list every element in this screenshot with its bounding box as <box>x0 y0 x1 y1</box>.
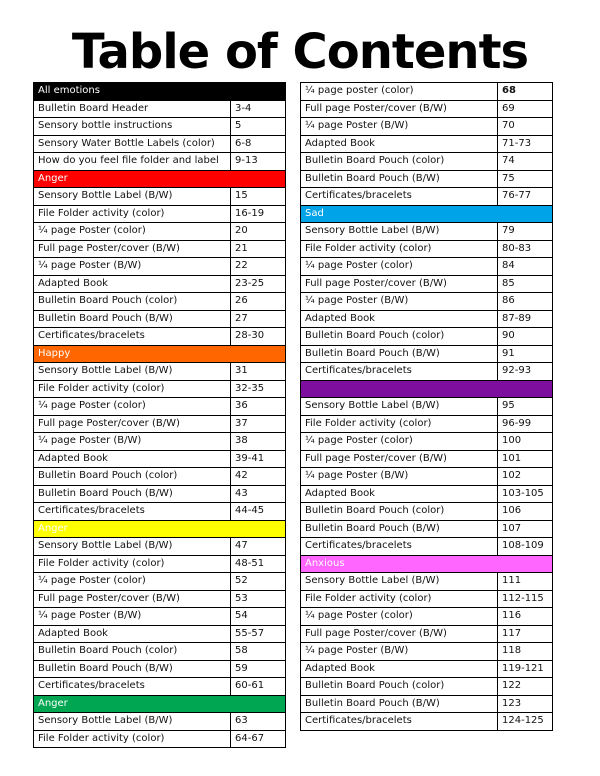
toc-entry-label: Full page Poster/cover (B/W) <box>34 240 231 258</box>
toc-row <box>301 275 553 293</box>
toc-entry-page: 84 <box>498 258 553 276</box>
toc-row <box>34 135 286 153</box>
toc-entry-page: 44-45 <box>231 503 286 521</box>
toc-entry-label: ¼ page Poster (color) <box>301 433 498 451</box>
toc-row <box>301 118 553 136</box>
toc-entry-label: Certificates/bracelets <box>34 678 231 696</box>
toc-row <box>301 625 553 643</box>
toc-entry-page: 20 <box>231 223 286 241</box>
toc-row <box>301 520 553 538</box>
toc-entry-label: Certificates/bracelets <box>301 538 498 556</box>
section-label: Happy <box>301 380 553 398</box>
toc-row <box>301 468 553 486</box>
page-title: Table of Contents <box>71 24 529 80</box>
toc-row <box>34 590 286 608</box>
toc-entry-page: 16-19 <box>231 205 286 223</box>
toc-row <box>301 590 553 608</box>
toc-entry-page: 91 <box>498 345 553 363</box>
toc-entry-page: 107 <box>498 520 553 538</box>
toc-entry-label: File Folder activity (color) <box>301 240 498 258</box>
toc-entry-page: 111 <box>498 573 553 591</box>
toc-row <box>34 293 286 311</box>
toc-entry-page: 112-115 <box>498 590 553 608</box>
toc-entry-page: 26 <box>231 293 286 311</box>
section-label: Sad <box>301 205 553 223</box>
toc-entry-label: ¼ page Poster (color) <box>34 573 231 591</box>
toc-row <box>34 730 286 748</box>
toc-entry-page: 116 <box>498 608 553 626</box>
toc-entry-page: 74 <box>498 153 553 171</box>
section-label: Happy <box>34 345 286 363</box>
toc-entry-page: 21 <box>231 240 286 258</box>
toc-entry-page: 32-35 <box>231 380 286 398</box>
toc-entry-page: 9-13 <box>231 153 286 171</box>
toc-row <box>34 468 286 486</box>
toc-table-left <box>33 82 286 748</box>
toc-row <box>301 485 553 503</box>
toc-entry-label: Full page Poster/cover (B/W) <box>301 100 498 118</box>
toc-entry-label: ¼ page poster (color) <box>301 83 498 101</box>
toc-row <box>301 538 553 556</box>
toc-row <box>301 433 553 451</box>
toc-row <box>301 713 553 731</box>
toc-row <box>34 188 286 206</box>
toc-entry-label: Bulletin Board Pouch (B/W) <box>34 660 231 678</box>
toc-entry-label: Bulletin Board Pouch (color) <box>301 328 498 346</box>
toc-row <box>34 275 286 293</box>
toc-entry-label: Certificates/bracelets <box>301 188 498 206</box>
toc-entry-page: 90 <box>498 328 553 346</box>
toc-entry-label: Bulletin Board Pouch (color) <box>301 678 498 696</box>
toc-row <box>34 415 286 433</box>
toc-entry-page: 23-25 <box>231 275 286 293</box>
toc-entry-page: 6-8 <box>231 135 286 153</box>
toc-entry-label: Sensory Bottle Label (B/W) <box>301 223 498 241</box>
toc-entry-page: 96-99 <box>498 415 553 433</box>
toc-entry-page: 70 <box>498 118 553 136</box>
toc-entry-label: Adapted Book <box>301 485 498 503</box>
toc-entry-label: Bulletin Board Pouch (B/W) <box>301 345 498 363</box>
toc-entry-label: ¼ page Poster (color) <box>34 398 231 416</box>
toc-entry-label: ¼ page Poster (B/W) <box>301 468 498 486</box>
toc-entry-label: Certificates/bracelets <box>34 503 231 521</box>
toc-row <box>34 555 286 573</box>
toc-entry-label: Sensory Bottle Label (B/W) <box>34 538 231 556</box>
toc-entry-page: 52 <box>231 573 286 591</box>
toc-row <box>301 153 553 171</box>
toc-entry-label: Bulletin Board Header <box>34 100 231 118</box>
toc-entry-label: Sensory Bottle Label (B/W) <box>34 713 231 731</box>
toc-row <box>301 643 553 661</box>
toc-entry-label: Adapted Book <box>34 625 231 643</box>
toc-entry-page: 102 <box>498 468 553 486</box>
toc-entry-page: 87-89 <box>498 310 553 328</box>
toc-entry-page: 28-30 <box>231 328 286 346</box>
toc-entry-page: 37 <box>231 415 286 433</box>
section-label: Anger <box>34 695 286 713</box>
toc-entry-page: 80-83 <box>498 240 553 258</box>
toc-row <box>34 660 286 678</box>
toc-row <box>34 538 286 556</box>
toc-row <box>301 450 553 468</box>
toc-entry-page: 79 <box>498 223 553 241</box>
toc-entry-page: 36 <box>231 398 286 416</box>
toc-entry-page: 15 <box>231 188 286 206</box>
toc-entry-page: 38 <box>231 433 286 451</box>
toc-entry-page: 3-4 <box>231 100 286 118</box>
toc-entry-label: Bulletin Board Pouch (B/W) <box>34 485 231 503</box>
toc-entry-label: Sensory bottle instructions <box>34 118 231 136</box>
section-header <box>301 205 553 223</box>
toc-entry-page: 103-105 <box>498 485 553 503</box>
toc-row <box>34 625 286 643</box>
toc-entry-label: How do you feel file folder and label <box>34 153 231 171</box>
toc-entry-page: 86 <box>498 293 553 311</box>
toc-entry-label: Adapted Book <box>301 660 498 678</box>
section-header <box>34 345 286 363</box>
toc-entry-label: Bulletin Board Pouch (B/W) <box>301 695 498 713</box>
toc-entry-label: Certificates/bracelets <box>301 713 498 731</box>
toc-entry-page: 39-41 <box>231 450 286 468</box>
toc-row <box>301 328 553 346</box>
toc-row <box>34 450 286 468</box>
toc-entry-page: 48-51 <box>231 555 286 573</box>
toc-row <box>34 380 286 398</box>
toc-row <box>34 573 286 591</box>
toc-row <box>34 398 286 416</box>
section-label: Anxious <box>301 555 553 573</box>
toc-entry-page: 123 <box>498 695 553 713</box>
toc-entry-label: Adapted Book <box>34 275 231 293</box>
toc-entry-label: ¼ page Poster (B/W) <box>34 258 231 276</box>
toc-row <box>34 223 286 241</box>
toc-entry-page: 55-57 <box>231 625 286 643</box>
toc-entry-label: Bulletin Board Pouch (B/W) <box>34 310 231 328</box>
toc-entry-label: Full page Poster/cover (B/W) <box>301 625 498 643</box>
toc-row <box>34 643 286 661</box>
section-header <box>301 380 553 398</box>
toc-entry-label: File Folder activity (color) <box>34 205 231 223</box>
toc-row <box>34 433 286 451</box>
toc-entry-label: ¼ page Poster (B/W) <box>34 608 231 626</box>
toc-row <box>301 503 553 521</box>
toc-entry-page: 63 <box>231 713 286 731</box>
toc-entry-page: 27 <box>231 310 286 328</box>
toc-entry-label: Bulletin Board Pouch (color) <box>34 293 231 311</box>
toc-entry-page: 75 <box>498 170 553 188</box>
toc-row <box>301 223 553 241</box>
toc-entry-page: 92-93 <box>498 363 553 381</box>
toc-row <box>34 205 286 223</box>
toc-entry-label: Bulletin Board Pouch (color) <box>301 503 498 521</box>
toc-entry-label: Sensory Bottle Label (B/W) <box>301 398 498 416</box>
toc-row <box>301 660 553 678</box>
toc-entry-label: ¼ page Poster (color) <box>34 223 231 241</box>
toc-row <box>301 695 553 713</box>
toc-entry-label: Sensory Bottle Label (B/W) <box>34 363 231 381</box>
toc-row <box>301 310 553 328</box>
toc-entry-label: Sensory Bottle Label (B/W) <box>34 188 231 206</box>
toc-entry-page: 59 <box>231 660 286 678</box>
toc-entry-label: File Folder activity (color) <box>34 730 231 748</box>
toc-entry-page: 58 <box>231 643 286 661</box>
toc-entry-label: Bulletin Board Pouch (B/W) <box>301 170 498 188</box>
section-header <box>34 170 286 188</box>
toc-entry-label: Bulletin Board Pouch (color) <box>34 468 231 486</box>
toc-entry-label: Full page Poster/cover (B/W) <box>301 450 498 468</box>
toc-entry-label: Sensory Bottle Label (B/W) <box>301 573 498 591</box>
toc-entry-label: Adapted Book <box>34 450 231 468</box>
toc-entry-page: 117 <box>498 625 553 643</box>
toc-entry-page: 54 <box>231 608 286 626</box>
toc-row <box>34 485 286 503</box>
toc-entry-page: 47 <box>231 538 286 556</box>
toc-entry-label: Bulletin Board Pouch (color) <box>34 643 231 661</box>
toc-entry-page: 101 <box>498 450 553 468</box>
toc-entry-page: 119-121 <box>498 660 553 678</box>
toc-entry-page: 100 <box>498 433 553 451</box>
toc-entry-label: File Folder activity (color) <box>301 590 498 608</box>
toc-row <box>34 713 286 731</box>
toc-row <box>301 170 553 188</box>
toc-row <box>34 153 286 171</box>
toc-entry-label: ¼ page Poster (B/W) <box>34 433 231 451</box>
toc-entry-label: Bulletin Board Pouch (B/W) <box>301 520 498 538</box>
section-label: All emotions <box>34 83 286 101</box>
toc-row <box>301 258 553 276</box>
section-header <box>34 695 286 713</box>
toc-row <box>34 118 286 136</box>
toc-row <box>301 678 553 696</box>
toc-entry-page: 31 <box>231 363 286 381</box>
toc-row <box>301 573 553 591</box>
toc-row <box>301 415 553 433</box>
toc-entry-label: ¼ page Poster (B/W) <box>301 293 498 311</box>
section-label: Anger <box>34 170 286 188</box>
toc-entry-label: ¼ page Poster (color) <box>301 608 498 626</box>
toc-entry-page: 85 <box>498 275 553 293</box>
toc-row <box>301 398 553 416</box>
toc-row <box>301 345 553 363</box>
toc-table-right <box>300 82 553 731</box>
toc-row <box>301 100 553 118</box>
toc-entry-page: 60-61 <box>231 678 286 696</box>
toc-row <box>34 328 286 346</box>
toc-row <box>34 240 286 258</box>
toc-entry-label: Bulletin Board Pouch (color) <box>301 153 498 171</box>
toc-entry-label: ¼ page Poster (B/W) <box>301 643 498 661</box>
toc-entry-page: 53 <box>231 590 286 608</box>
toc-entry-page: 95 <box>498 398 553 416</box>
toc-entry-label: ¼ page Poster (color) <box>301 258 498 276</box>
toc-entry-label: Certificates/bracelets <box>301 363 498 381</box>
toc-entry-label: File Folder activity (color) <box>34 555 231 573</box>
toc-row <box>301 188 553 206</box>
toc-row <box>301 293 553 311</box>
toc-entry-label: File Folder activity (color) <box>34 380 231 398</box>
toc-entry-page: 64-67 <box>231 730 286 748</box>
toc-entry-label: Adapted Book <box>301 135 498 153</box>
toc-entry-page: 122 <box>498 678 553 696</box>
toc-entry-page: 69 <box>498 100 553 118</box>
toc-entry-page: 71-73 <box>498 135 553 153</box>
toc-entry-page: 5 <box>231 118 286 136</box>
toc-entry-page: 124-125 <box>498 713 553 731</box>
toc-entry-page: 106 <box>498 503 553 521</box>
toc-entry-label: Full page Poster/cover (B/W) <box>34 415 231 433</box>
toc-entry-label: Sensory Water Bottle Labels (color) <box>34 135 231 153</box>
toc-row <box>34 608 286 626</box>
toc-entry-page: 118 <box>498 643 553 661</box>
toc-row <box>301 135 553 153</box>
toc-row <box>34 503 286 521</box>
toc-entry-page: 108-109 <box>498 538 553 556</box>
section-header <box>34 83 286 101</box>
toc-row <box>34 310 286 328</box>
toc-row <box>34 258 286 276</box>
section-label: Anger <box>34 520 286 538</box>
toc-row <box>301 608 553 626</box>
section-header <box>301 555 553 573</box>
toc-entry-page: 22 <box>231 258 286 276</box>
toc-row <box>34 363 286 381</box>
toc-entry-page: 43 <box>231 485 286 503</box>
toc-entry-page: 42 <box>231 468 286 486</box>
toc-entry-page: 68 <box>498 83 553 101</box>
toc-row <box>34 678 286 696</box>
toc-entry-label: Full page Poster/cover (B/W) <box>34 590 231 608</box>
toc-entry-page: 76-77 <box>498 188 553 206</box>
toc-entry-label: ¼ page Poster (B/W) <box>301 118 498 136</box>
toc-row <box>301 83 553 101</box>
toc-row <box>301 240 553 258</box>
toc-entry-label: Adapted Book <box>301 310 498 328</box>
toc-entry-label: File Folder activity (color) <box>301 415 498 433</box>
toc-row <box>301 363 553 381</box>
toc-entry-label: Certificates/bracelets <box>34 328 231 346</box>
toc-entry-label: Full page Poster/cover (B/W) <box>301 275 498 293</box>
section-header <box>34 520 286 538</box>
toc-row <box>34 100 286 118</box>
